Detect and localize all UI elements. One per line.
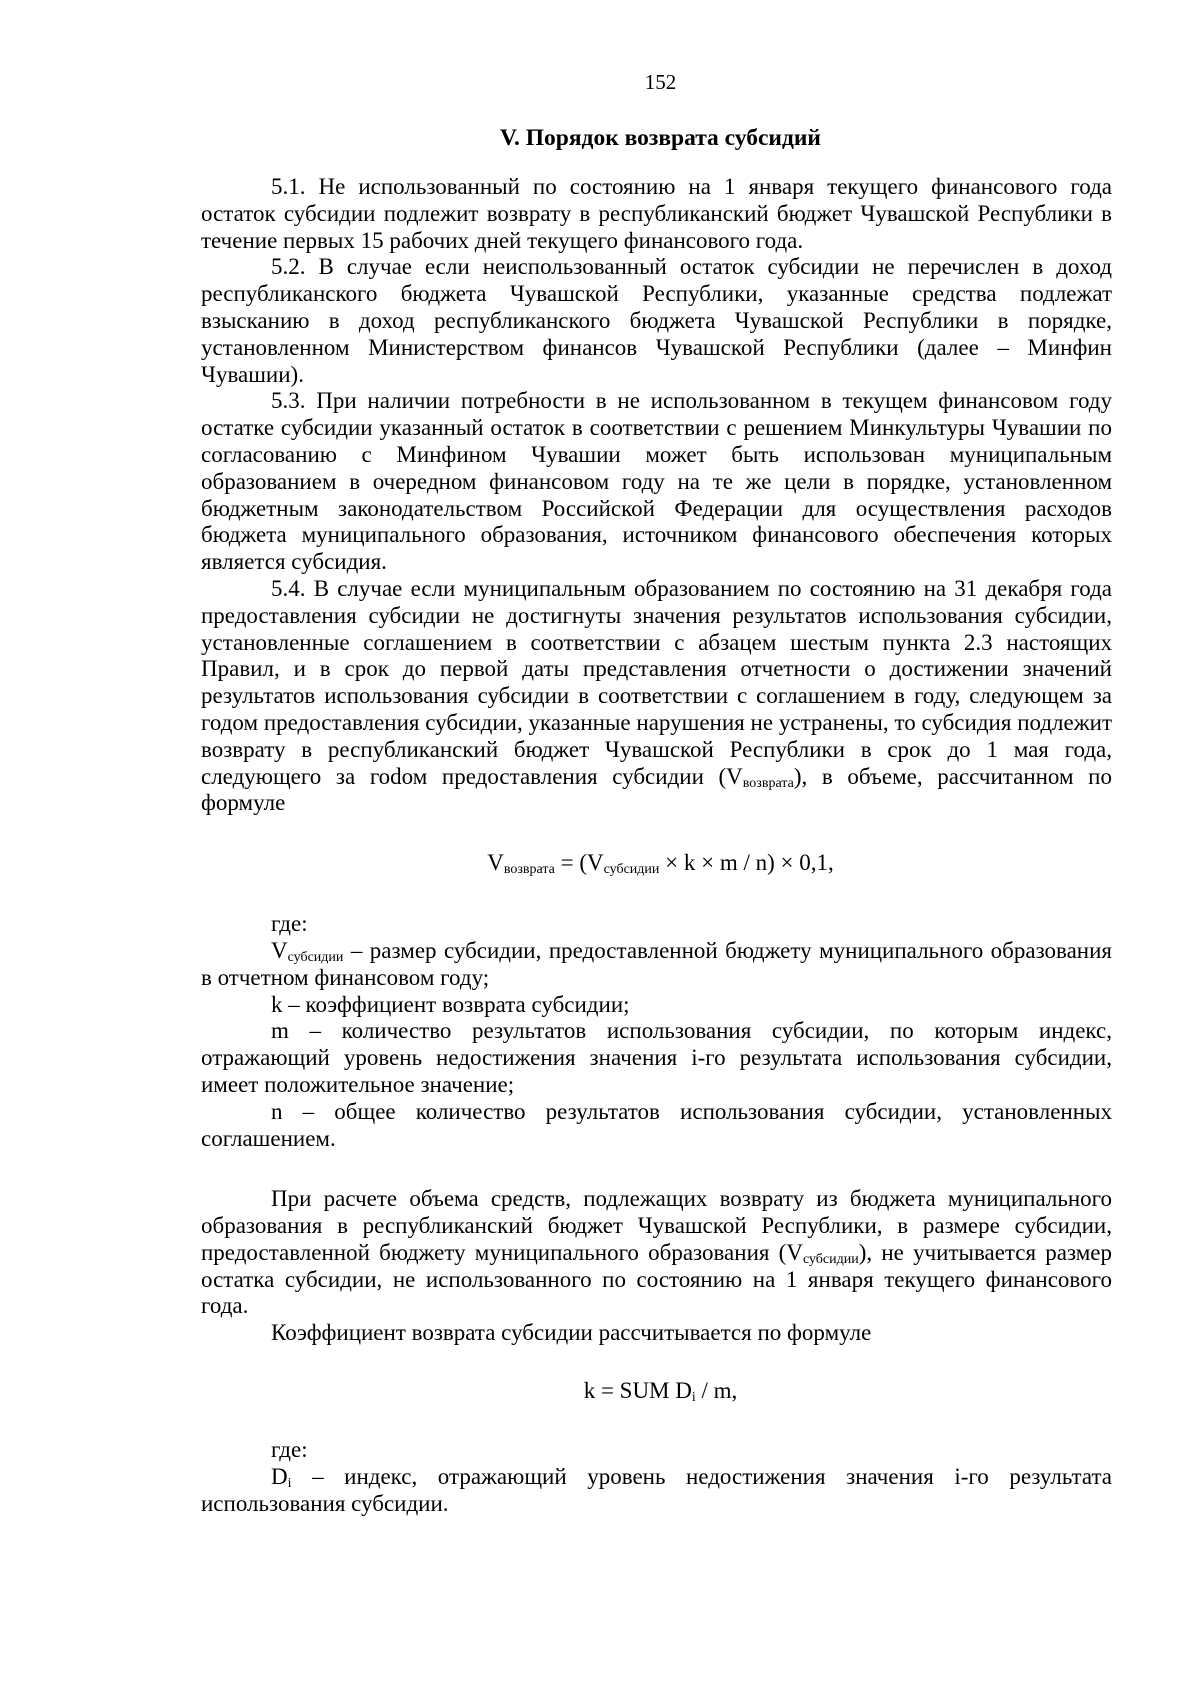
paragraph-5-1: 5.1. Не использованный по состоянию на 1 января текущего финансового года остаток субсидии подлежит возврату в республиканский бюджет Чувашской Республики в течение первых 15 рабочих дней текущего финансового года. <box>201 174 1112 253</box>
paragraph-5-4 <box>201 576 1112 817</box>
definition-v-text: – размер субсидии, предоставленной бюджету муниципального образования в отчетном финансовом году; <box>201 937 1112 990</box>
definition-d-text: – индекс, отражающий уровень недостижения значения i-го результата использования субсидии. <box>201 1463 1112 1516</box>
definition-d-subscript: i <box>287 1475 292 1491</box>
section-title: V. Порядок возврата субсидий <box>500 125 821 151</box>
coefficient-formula <box>201 1377 1112 1405</box>
calculation-note-head: При расчете объема средств, подлежащих возврату из бюджета муниципального образования в республиканский бюджет Чувашской Республики, в размере субсидии, предоставленной бюджету муниципального образования (V <box>201 1186 1112 1265</box>
coefficient-formula-tail: / m, <box>695 1378 738 1404</box>
where-label-1: где: <box>271 911 308 937</box>
calculation-note-tail: ), не учитывается размер остатка субсидии, не использованного по состоянию на 1 января текущего финансового года. <box>201 1239 1112 1319</box>
formula-subsidy-subscript: субсидии <box>603 862 660 878</box>
formula-v-subscript: возврата <box>503 862 555 878</box>
coefficient-formula-subscript: i <box>691 1390 696 1406</box>
paragraph-5-4-tail: ), в объеме, рассчитанном по формуле <box>201 763 1112 816</box>
subscript-vozvrata: возврата <box>742 775 794 791</box>
definition-m: m – количество результатов использования субсидии, по которым индекс, отражающий уровень недостижения значения i-го результата использования субсидии, имеет положительное значение; <box>201 1018 1112 1097</box>
definition-d <box>201 1464 1112 1518</box>
calculation-note-subscript: субсидии <box>802 1251 859 1267</box>
paragraph-coefficient: Коэффициент возврата субсидии рассчитывается по формуле <box>271 1320 872 1346</box>
definition-k: k – коэффициент возврата субсидии; <box>271 991 630 1017</box>
page-number: 152 <box>644 70 677 94</box>
formula-rest: × k × m / n) × 0,1, <box>659 850 834 876</box>
coefficient-formula-head: k = SUM D <box>583 1378 692 1404</box>
paragraph-calculation-note <box>201 1186 1112 1320</box>
paragraph-5-4-text: 5.4. В случае если муниципальным образованием по состоянию на 31 декабря года предоставления субсидии не достигнуты значения результатов использования субсидии, установленные соглашением в соответствии с абзацем шестым пункта 2.3 настоящих Правил, и в срок до первой даты представления отчетности о достижении значений результатов использования субсидии в соответствии с соглашением в году, следующем за годом предоставления субсидии, указанные нарушения не устранены, то субсидия подлежит возврату в республиканский бюджет Чувашской Республики в срок до 1 мая года, следующего за гоdом предоставления субсидии (V <box>201 575 1112 789</box>
definition-v-symbol: V <box>271 937 288 963</box>
formula-equals-part: = (V <box>554 850 604 876</box>
definition-n: n – общее количество результатов использования субсидии, установленных соглашением. <box>201 1098 1112 1151</box>
return-volume-formula <box>201 849 1112 877</box>
paragraph-5-2: 5.2. В случае если неиспользованный остаток субсидии не перечислен в доход республиканского бюджета Чувашской Республики, указанные средства подлежат взысканию в доход республиканского бюджета Чувашской Республики в порядке, установленном Министерством финансов Чувашской Республики (далее – Минфин Чувашии). <box>201 254 1112 387</box>
paragraph-5-3: 5.3. При наличии потребности в не использованном в текущем финансовом году остатке субсидии указанный остаток в соответствии с решением Минкультуры Чувашии по согласованию с Минфином Чувашии может быть использован муниципальным образованием в очередном финансовом году на те же цели в порядке, установленном бюджетным законодательством Российской Федерации для осуществления расходов бюджета муниципального образования, источником финансового обеспечения которых является субсидия. <box>201 388 1112 575</box>
definition-d-symbol: D <box>271 1463 288 1489</box>
definition-v-subsidy <box>201 938 1112 992</box>
where-label-2: где: <box>271 1437 308 1463</box>
spacer <box>201 1152 1112 1186</box>
definition-v-subscript: субсидии <box>287 949 344 965</box>
formula-v-symbol: V <box>487 850 504 876</box>
